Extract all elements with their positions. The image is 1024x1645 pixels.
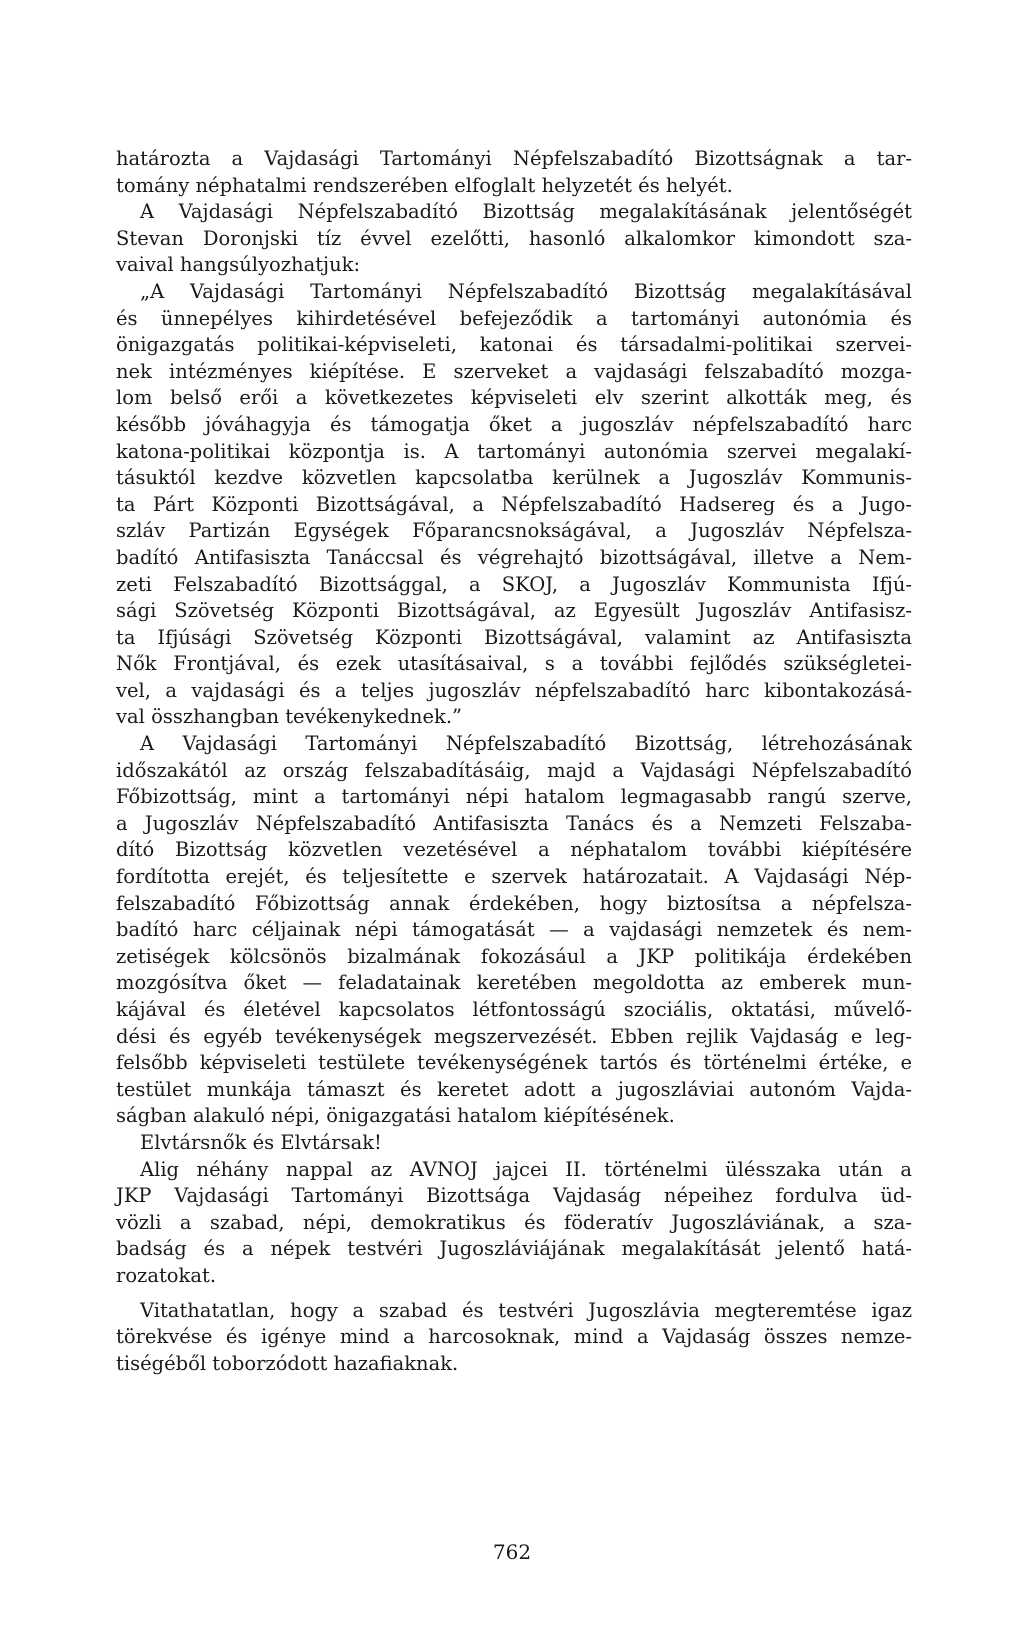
text-line: A Vajdasági Tartományi Népfelszabadító Bizottság, létrehozásának: [140, 732, 912, 756]
text-line: badító harc céljainak népi támogatását — a vajdasági nemzetek és nem-: [116, 918, 912, 942]
text-line: felsőbb képviseleti testülete tevékenységének tartós és történelmi értéke, e: [116, 1051, 912, 1075]
text-line: lom belső erői a következetes képviseleti elv szerint alkották meg, és: [116, 386, 912, 410]
text-line: szláv Partizán Egységek Főparancsnokságával, a Jugoszláv Népfelsza-: [116, 519, 912, 543]
text-line: „A Vajdasági Tartományi Népfelszabadító Bizottság megalakításával: [140, 279, 912, 303]
text-line: tiségéből toborzódott hazafiaknak.: [116, 1351, 459, 1375]
text-line: a Jugoszláv Népfelszabadító Antifasiszta Tanács és a Nemzeti Felszaba-: [116, 811, 912, 835]
text-line: ta Ifjúsági Szövetség Központi Bizottságával, valamint az Antifasiszta: [116, 625, 912, 649]
text-line: vözli a szabad, népi, demokratikus és föderatív Jugoszláviának, a sza-: [116, 1210, 912, 1234]
text-line: testület munkája támaszt és keretet adott a jugoszláviai autonóm Vajda-: [116, 1077, 912, 1101]
page-number: 762: [492, 1540, 532, 1564]
text-line: fordította erejét, és teljesítette e szervek határozatait. A Vajdasági Nép-: [116, 865, 912, 889]
text-line: badság és a népek testvéri Jugoszláviájának megalakítását jelentő hatá-: [116, 1237, 912, 1261]
text-line: Nők Frontjával, és ezek utasításaival, s a további fejlődés szükségletei-: [116, 652, 912, 676]
text-line: dító Bizottság közvetlen vezetésével a néphatalom további kiépítésére: [116, 838, 912, 862]
text-line: rozatokat.: [116, 1263, 217, 1287]
text-line: és ünnepélyes kihirdetésével befejeződik a tartományi autonómia és: [116, 306, 912, 330]
text-line: vaival hangsúlyozhatjuk:: [116, 253, 361, 277]
text-line: vel, a vajdasági és a teljes jugoszláv népfelszabadító harc kibontakozásá-: [116, 678, 912, 702]
text-line: sági Szövetség Központi Bizottságával, az Egyesült Jugoszláv Antifasisz-: [116, 599, 912, 623]
text-line: JKP Vajdasági Tartományi Bizottsága Vajdaság népeihez fordulva üd-: [116, 1184, 912, 1208]
text-line: Vitathatatlan, hogy a szabad és testvéri Jugoszlávia megteremtése igaz: [140, 1298, 912, 1322]
text-line: önigazgatás politikai-képviseleti, katonai és társadalmi-politikai szervei-: [116, 333, 912, 357]
text-line: kájával és életével kapcsolatos létfontosságú szociális, oktatási, művelő-: [116, 998, 912, 1021]
text-line: mozgósítva őket — feladatainak keretében megoldotta az emberek mun-: [116, 971, 912, 995]
text-line: felszabadító Főbizottság annak érdekében, hogy biztosítsa a népfelsza-: [116, 891, 912, 915]
text-line: A Vajdasági Népfelszabadító Bizottság megalakításának jelentőségét: [140, 200, 912, 224]
text-line: zeti Felszabadító Bizottsággal, a SKOJ, a Jugoszláv Kommunista Ifjú-: [116, 572, 912, 596]
text-line: zetiségek kölcsönös bizalmának fokozásául a JKP politikája érdekében: [116, 944, 912, 968]
paragraph-gap: [116, 1290, 912, 1298]
text-line: badító Antifasiszta Tanáccsal és végrehajtó bizottságával, illetve a Nem-: [116, 545, 912, 569]
text-line: ságban alakuló népi, önigazgatási hatalom kiépítésének.: [116, 1104, 675, 1128]
text-line: tomány néphatalmi rendszerében elfoglalt helyzetét és helyét.: [116, 173, 733, 197]
text-line: ta Párt Központi Bizottságával, a Népfelszabadító Hadsereg és a Jugo-: [116, 492, 912, 516]
text-line: Elvtársnők és Elvtársak!: [140, 1130, 382, 1154]
text-line: Alig néhány nappal az AVNOJ jajcei II. történelmi ülésszaka után a: [140, 1157, 912, 1181]
text-line: dési és egyéb tevékenységek megszervezését. Ebben rejlik Vajdaság e leg-: [116, 1024, 912, 1048]
text-line: Stevan Doronjski tíz évvel ezelőtti, hasonló alkalomkor kimondott sza-: [116, 226, 912, 250]
body-text: [116, 146, 912, 1377]
text-line: később jóváhagyja és támogatja őket a jugoszláv népfelszabadító harc: [116, 412, 912, 436]
text-line: val összhangban tevékenykednek.”: [116, 705, 462, 729]
text-line: Főbizottság, mint a tartományi népi hatalom legmagasabb rangú szerve,: [116, 785, 912, 809]
text-line: törekvése és igénye mind a harcosoknak, mind a Vajdaság összes nemze-: [116, 1325, 912, 1349]
text-line: határozta a Vajdasági Tartományi Népfelszabadító Bizottságnak a tar-: [116, 147, 912, 170]
text-line: katona-politikai központja is. A tartományi autonómia szervei megalakí-: [116, 439, 912, 463]
text-line: tásuktól kezdve közvetlen kapcsolatba kerülnek a Jugoszláv Kommunis-: [116, 466, 912, 490]
text-line: időszakától az ország felszabadításáig, majd a Vajdasági Népfelszabadító: [116, 758, 912, 782]
text-line: nek intézményes kiépítése. E szerveket a vajdasági felszabadító mozga-: [116, 359, 912, 383]
